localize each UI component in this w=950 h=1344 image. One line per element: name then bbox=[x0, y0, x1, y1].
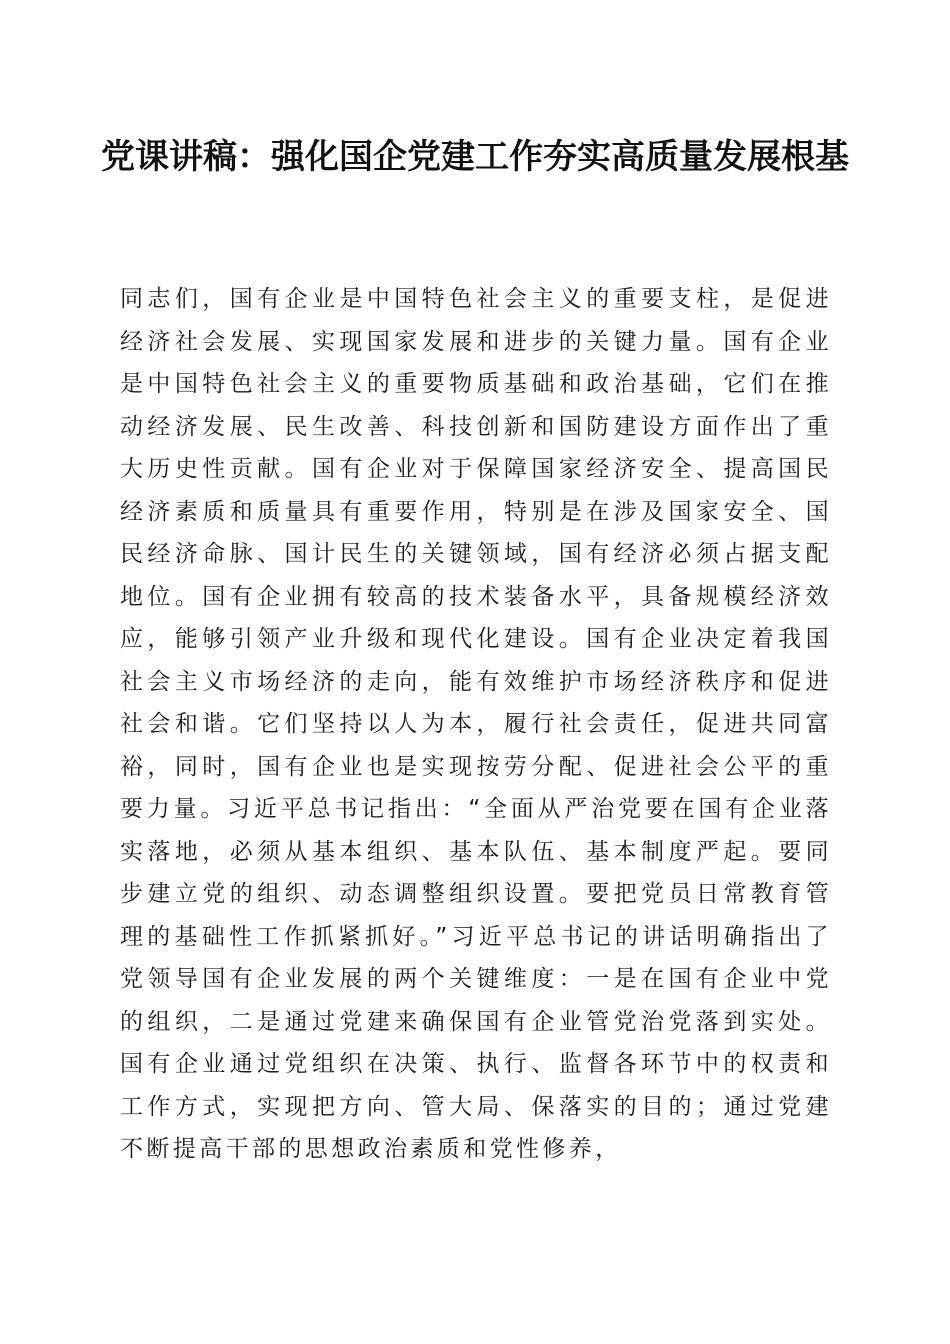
document-title: 党课讲稿：强化国企党建工作夯实高质量发展根基 bbox=[101, 137, 849, 177]
body-paragraph: 同志们，国有企业是中国特色社会主义的重要支柱，是促进经济社会发展、实现国家发展和进步的关键力量。国有企业是中国特色社会主义的重要物质基础和政治基础，它们在推动经济发展、民生改善、科技创新和国防建设方面作出了重大历史性贡献。国有企业对于保障国家经济安全、提高国民经济素质和质量具有重要作用，特别是在涉及国家安全、国民经济命脉、国计民生的关键领域，国有经济必须占据支配地位。国有企业拥有较高的技术装备水平，具备规模经济效应，能够引领产业升级和现代化建设。国有企业决定着我国社会主义市场经济的走向，能有效维护市场经济秩序和促进社会和谐。它们坚持以人为本，履行社会责任，促进共同富裕，同时，国有企业也是实现按劳分配、促进社会公平的重要力量。习近平总书记指出：“全面从严治党要在国有企业落实落地，必须从基本组织、基本队伍、基本制度严起。要同步建立党的组织、动态调整组织设置。要把党员日常教育管理的基础性工作抓紧抓好。”习近平总书记的讲话明确指出了党领导国有企业发展的两个关键维度：一是在国有企业中党的组织，二是通过党建来确保国有企业管党治党落到实处。国有企业通过党组织在决策、执行、监督各环节中的权责和工作方式，实现把方向、管大局、保落实的目的；通过党建不断提高干部的思想政治素质和党性修养， bbox=[120, 286, 832, 1162]
